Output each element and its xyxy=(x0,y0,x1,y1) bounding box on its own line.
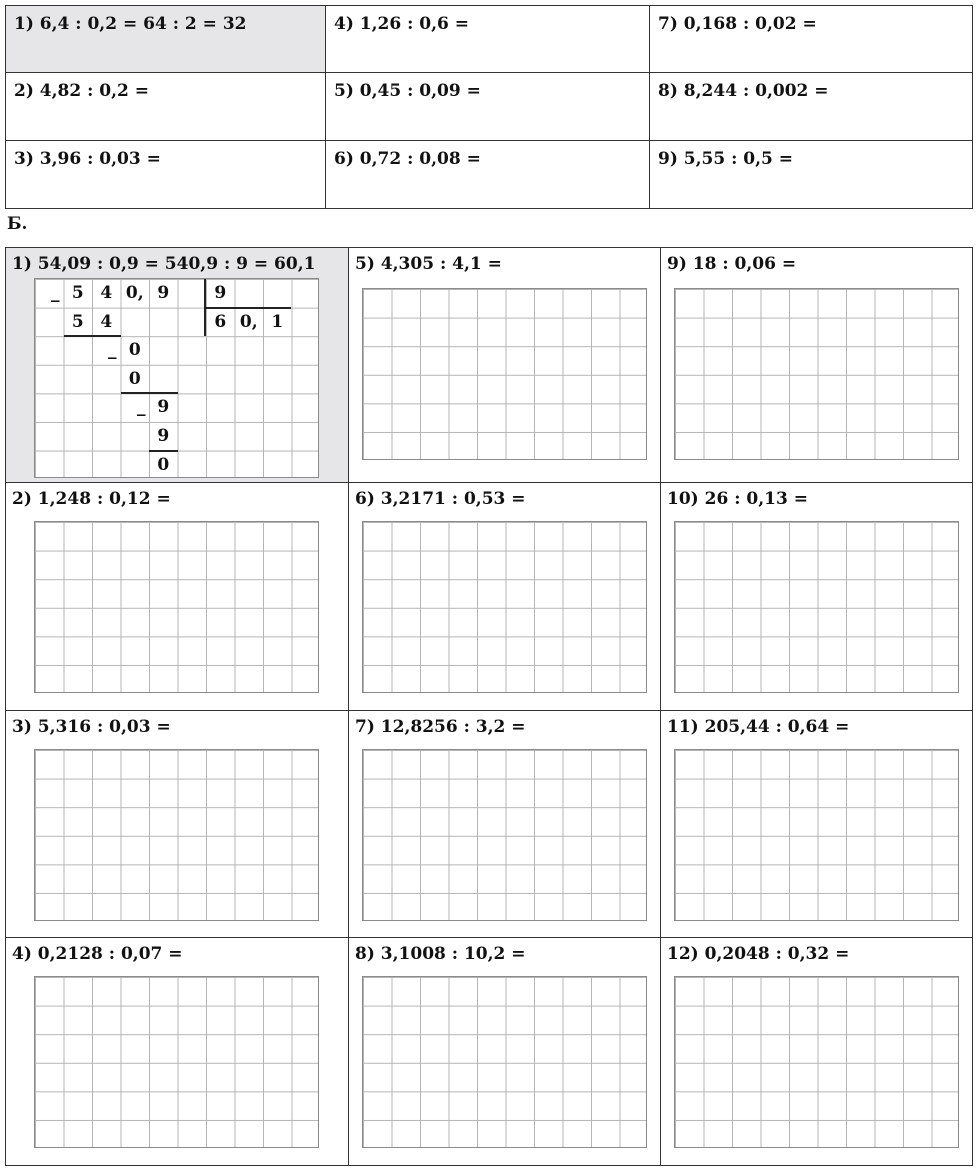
answer-grid[interactable] xyxy=(674,288,959,460)
section-b-label: Б. xyxy=(7,214,28,234)
task-b-1 xyxy=(6,248,349,483)
task-b-10 xyxy=(661,483,972,711)
task-label: 12) 0,2048 : 0,32 = xyxy=(667,944,850,964)
minus-sign: _ xyxy=(108,340,117,361)
task-label: 7) 12,8256 : 3,2 = xyxy=(355,717,526,737)
task-a-3: 3) 3,96 : 0,03 = xyxy=(6,141,326,208)
task-label: 1) 54,09 : 0,9 = 540,9 : 9 = 60,1 xyxy=(12,254,316,274)
digit: 4 xyxy=(100,283,113,303)
minus-sign: _ xyxy=(137,397,146,418)
task-a-2: 2) 4,82 : 0,2 = xyxy=(6,73,326,141)
task-a-4: 4) 1,26 : 0,6 = xyxy=(326,6,650,73)
task-b-3 xyxy=(6,711,349,938)
answer-grid[interactable] xyxy=(674,976,959,1148)
task-label: 10) 26 : 0,13 = xyxy=(667,489,808,509)
task-label: 8) 3,1008 : 10,2 = xyxy=(355,944,526,964)
answer-grid[interactable] xyxy=(674,749,959,921)
task-label: 2) 1,248 : 0,12 = xyxy=(12,489,171,509)
answer-grid[interactable] xyxy=(34,976,319,1148)
task-label: 6) 3,2171 : 0,53 = xyxy=(355,489,526,509)
task-b-9 xyxy=(661,248,972,483)
digit: 5 xyxy=(71,283,84,303)
task-b-4 xyxy=(6,938,349,1165)
task-b-5 xyxy=(349,248,661,483)
digit: 0 xyxy=(128,368,141,389)
task-b-11 xyxy=(661,711,972,938)
subtraction-line xyxy=(64,335,121,337)
division-bracket-horizontal xyxy=(205,307,291,309)
task-a-9: 9) 5,55 : 0,5 = xyxy=(658,149,794,169)
answer-grid[interactable] xyxy=(674,521,959,693)
digit: 9 xyxy=(157,426,170,446)
task-a-5: 5) 0,45 : 0,09 = xyxy=(326,73,650,141)
task-label: 9) 18 : 0,06 = xyxy=(667,254,797,274)
task-b-7 xyxy=(349,711,661,938)
quotient-digit: 0, xyxy=(239,311,258,332)
task-b-12 xyxy=(661,938,972,1165)
divisor-digit: 9 xyxy=(214,283,227,303)
task-a-7: 7) 0,168 : 0,02 = xyxy=(650,6,972,73)
task-label: 3) 5,316 : 0,03 = xyxy=(12,717,171,737)
answer-grid[interactable] xyxy=(34,749,319,921)
task-a-1: 1) 6,4 : 0,2 = 64 : 2 = 32 xyxy=(6,6,326,73)
task-b-6 xyxy=(349,483,661,711)
task-label: 4) 0,2128 : 0,07 = xyxy=(12,944,183,964)
answer-grid[interactable] xyxy=(34,521,319,693)
answer-grid[interactable] xyxy=(362,749,647,921)
exercise-table-b xyxy=(5,247,973,1166)
minus-sign: _ xyxy=(51,283,60,303)
answer-grid[interactable] xyxy=(362,976,647,1148)
subtraction-line xyxy=(149,450,178,452)
task-a-6: 6) 0,72 : 0,08 = xyxy=(326,141,650,208)
quotient-digit: 1 xyxy=(271,311,284,332)
digit: 0 xyxy=(128,340,141,361)
subtraction-line xyxy=(121,392,178,394)
answer-grid[interactable] xyxy=(362,288,647,460)
digit: 9 xyxy=(157,283,170,303)
task-b-2 xyxy=(6,483,349,711)
task-a-8: 8) 8,244 : 0,002 = xyxy=(650,73,972,141)
answer-grid[interactable] xyxy=(362,521,647,693)
task-label: 5) 4,305 : 4,1 = xyxy=(355,254,502,274)
task-label: 11) 205,44 : 0,64 = xyxy=(667,717,850,737)
digit: 4 xyxy=(100,311,113,332)
task-b-8 xyxy=(349,938,661,1165)
digit: 5 xyxy=(71,311,84,332)
worked-example-grid xyxy=(34,278,319,478)
digit: 0, xyxy=(125,283,144,303)
quotient-digit: 6 xyxy=(214,311,227,332)
digit: 9 xyxy=(157,397,170,418)
digit: 0 xyxy=(157,454,170,475)
exercise-table-a xyxy=(5,5,973,209)
